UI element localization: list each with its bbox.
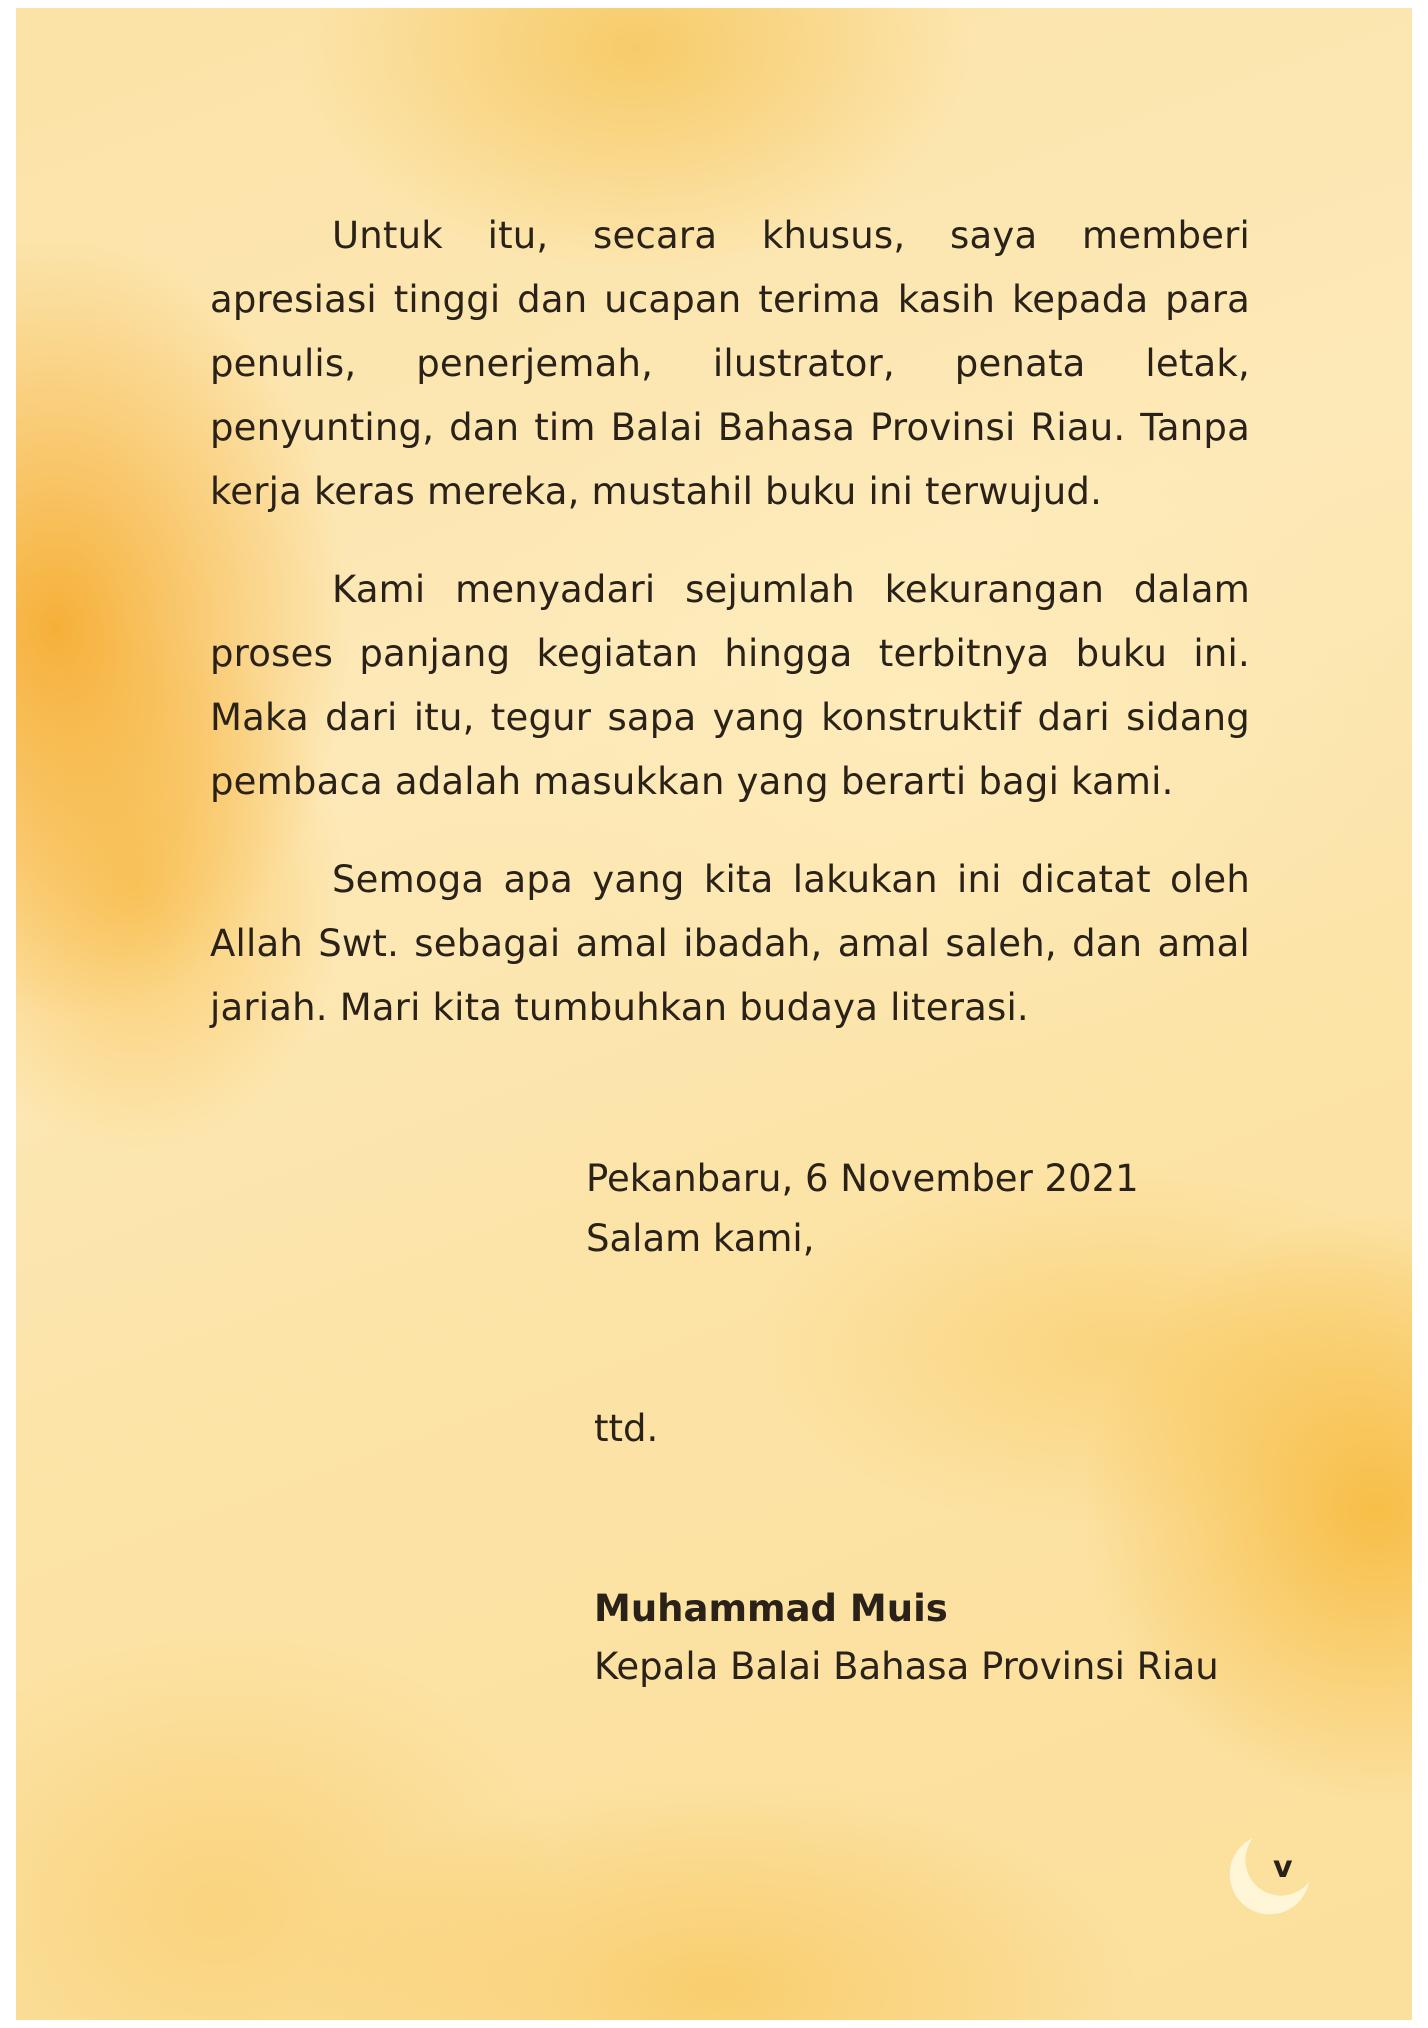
signatory-position: Kepala Balai Bahasa Provinsi Riau (594, 1645, 1219, 1688)
closing-signed: ttd. (594, 1407, 659, 1450)
closing-place-date: Pekanbaru, 6 November 2021 (586, 1157, 1139, 1200)
body-text (210, 204, 1250, 1074)
paragraph-shortcomings: Kami menyadari sejumlah kekurangan dalam proses panjang kegiatan hingga terbitnya buku ini. Maka dari itu, tegur sapa yang konstruktif dari sidang pembaca adalah masukkan yang berarti bagi kami. (210, 568, 1250, 803)
paragraph-appreciation: Untuk itu, secara khusus, saya memberi apresiasi tinggi dan ucapan terima kasih kepada para penulis, penerjemah, ilustrator, penata letak, penyunting, dan tim Balai Bahasa Provinsi Riau. Tanpa kerja keras mereka, mustahil buku ini terwujud. (210, 214, 1250, 513)
closing-greeting: Salam kami, (586, 1217, 815, 1260)
page-number: v (1273, 1850, 1293, 1885)
signatory-name: Muhammad Muis (594, 1587, 948, 1630)
document-page (16, 8, 1412, 2020)
paragraph-prayer: Semoga apa yang kita lakukan ini dicatat oleh Allah Swt. sebagai amal ibadah, amal saleh, dan amal jariah. Mari kita tumbuhkan budaya literasi. (210, 858, 1250, 1029)
crescent-moon-icon (1223, 1830, 1313, 1920)
